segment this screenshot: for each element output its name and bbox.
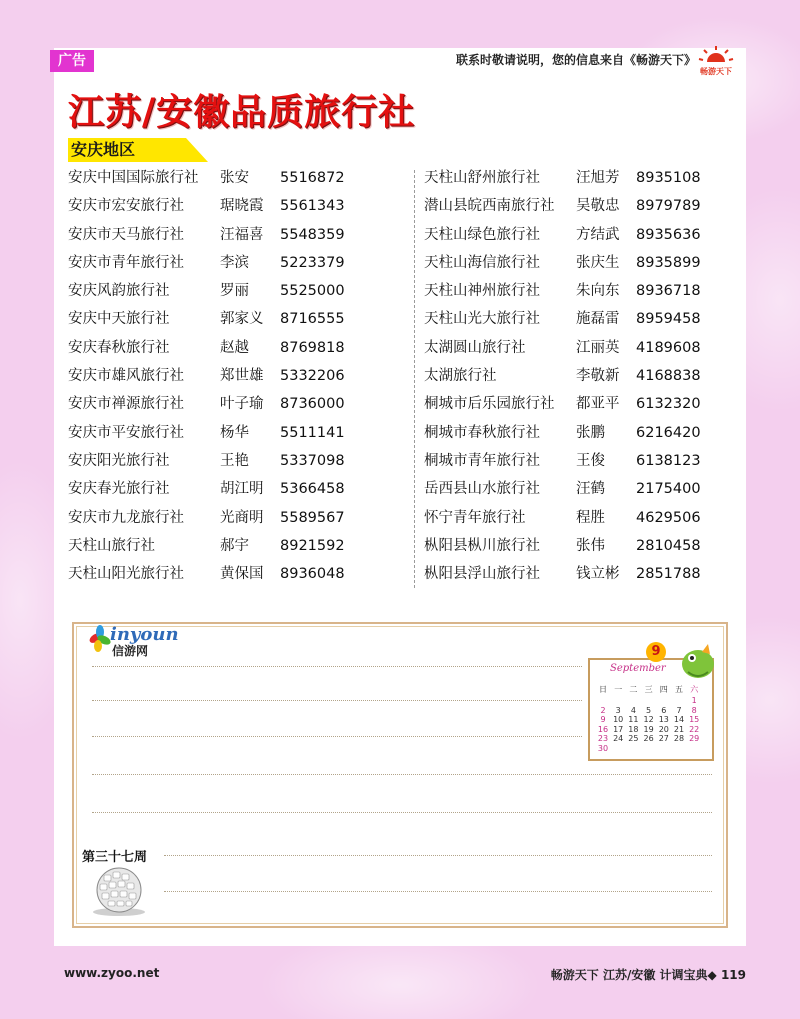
agency-phone: 5516872	[280, 170, 345, 186]
calendar-weekday: 五	[675, 685, 683, 694]
calendar-day: 1	[691, 696, 697, 705]
agency-name: 桐城市春秋旅行社	[424, 424, 540, 441]
agency-row	[68, 362, 408, 390]
agency-phone: 5561343	[280, 198, 345, 215]
agency-contact: 张庆生	[576, 254, 620, 271]
site-logo	[86, 624, 179, 664]
agency-row	[68, 419, 408, 447]
keyboard-globe-icon	[88, 866, 150, 916]
agency-phone: 4168838	[636, 368, 701, 385]
agency-row	[68, 504, 408, 532]
calendar-weekday: 六	[690, 685, 699, 694]
agency-row	[68, 164, 408, 192]
agency-phone: 6132320	[636, 396, 701, 413]
header-note: 联系时敬请说明，您的信息来自《畅游天下》	[455, 53, 696, 67]
site-logo-latin: inyoun	[110, 624, 179, 645]
column-divider	[414, 170, 415, 588]
dragon-mascot-icon	[672, 638, 720, 684]
calendar-day: 27	[658, 734, 669, 744]
agency-phone: 6216420	[636, 424, 701, 441]
agency-name: 安庆市平安旅行社	[68, 424, 184, 441]
agency-contact: 光商明	[220, 509, 264, 526]
agency-phone: 4629506	[636, 509, 701, 526]
note-line	[92, 700, 582, 701]
agency-phone: 8935899	[636, 254, 701, 271]
calendar-day: 4	[630, 705, 636, 715]
agency-name: 天柱山旅行社	[68, 537, 155, 554]
region-label: 安庆地区	[71, 140, 136, 159]
agency-name: 天柱山绿色旅行社	[424, 226, 540, 243]
note-line	[164, 891, 712, 892]
agency-contact: 张伟	[576, 537, 605, 554]
agency-name: 安庆市青年旅行社	[68, 254, 184, 271]
agency-contact: 江丽英	[576, 339, 620, 356]
publication-logo	[696, 44, 736, 78]
calendar-day: 11	[628, 715, 639, 725]
calendar-weekday: 二	[629, 685, 638, 694]
calendar-day: 21	[673, 724, 685, 734]
calendar-day: 10	[613, 715, 624, 725]
calendar-day: 9	[600, 715, 606, 725]
agency-contact: 都亚平	[576, 396, 620, 413]
agency-list-right	[424, 164, 724, 588]
agency-name: 枞阳县枞川旅行社	[424, 537, 540, 554]
calendar-day: 16	[597, 724, 609, 734]
agency-contact: 张鹏	[576, 424, 605, 441]
agency-row	[424, 192, 724, 220]
calendar-day: 7	[676, 705, 682, 715]
week-label: 第三十七周	[82, 850, 148, 865]
agency-contact: 张安	[220, 170, 249, 186]
calendar-day: 18	[628, 724, 639, 734]
note-line	[164, 855, 712, 856]
agency-name: 桐城市后乐园旅行社	[424, 396, 555, 413]
calendar-weekday: 日	[599, 685, 607, 694]
agency-name: 天柱山阳光旅行社	[68, 566, 184, 583]
page-title: 江苏/安徽品质旅行社	[68, 91, 416, 133]
agency-contact: 施磊雷	[576, 311, 620, 328]
calendar-day: 17	[613, 724, 624, 734]
agency-contact: 汪鹤	[576, 481, 605, 498]
agency-list-left	[68, 164, 408, 588]
ad-badge: 广告	[50, 50, 94, 72]
agency-row	[68, 277, 408, 305]
agency-phone: 2851788	[636, 566, 701, 583]
agency-phone: 2175400	[636, 481, 701, 498]
agency-row	[68, 475, 408, 503]
agency-name: 安庆阳光旅行社	[68, 452, 170, 469]
agency-phone: 5366458	[280, 481, 345, 498]
agency-row	[68, 447, 408, 475]
agency-row	[68, 305, 408, 333]
agency-name: 安庆中天旅行社	[68, 311, 170, 328]
agency-row	[424, 249, 724, 277]
calendar-day: 6	[661, 705, 667, 715]
agency-name: 怀宁青年旅行社	[424, 509, 526, 526]
agency-row	[68, 334, 408, 362]
agency-contact: 吴敬忠	[576, 198, 620, 215]
agency-row	[424, 447, 724, 475]
agency-row	[68, 532, 408, 560]
agency-contact: 方结武	[576, 226, 620, 243]
agency-contact: 王艳	[220, 452, 249, 469]
agency-name: 天柱山海信旅行社	[424, 254, 540, 271]
agency-row	[424, 419, 724, 447]
agency-contact: 程胜	[576, 509, 605, 526]
agency-name: 安庆市雄风旅行社	[68, 368, 184, 385]
agency-phone: 8936048	[280, 566, 345, 583]
agency-phone: 5589567	[280, 509, 345, 526]
agency-contact: 杨华	[220, 424, 249, 441]
page-number: 119	[720, 968, 746, 982]
note-line	[92, 736, 582, 737]
footer-publication	[551, 966, 746, 983]
agency-row	[424, 305, 724, 333]
calendar-day: 20	[658, 724, 669, 734]
calendar-day: 3	[615, 705, 621, 715]
calendar-month-number: 9	[646, 642, 666, 662]
note-line	[92, 812, 712, 813]
agency-phone: 5332206	[280, 368, 345, 385]
agency-contact: 朱向东	[576, 283, 620, 300]
agency-name: 天柱山神州旅行社	[424, 283, 540, 300]
agency-phone: 8979789	[636, 198, 701, 215]
agency-phone: 5548359	[280, 226, 345, 243]
agency-name: 天柱山舒州旅行社	[424, 170, 540, 186]
agency-row	[424, 334, 724, 362]
agency-name: 安庆市天马旅行社	[68, 226, 184, 243]
agency-contact: 李敬新	[576, 368, 620, 385]
agency-phone: 5337098	[280, 452, 345, 469]
agency-row	[424, 390, 724, 418]
agency-name: 天柱山光大旅行社	[424, 311, 540, 328]
agency-phone: 5223379	[280, 254, 345, 271]
agency-row	[68, 221, 408, 249]
agency-name: 安庆市禅源旅行社	[68, 396, 184, 413]
calendar-weekday: 一	[614, 685, 623, 694]
agency-row	[68, 192, 408, 220]
calendar-day: 19	[643, 724, 654, 734]
site-logo-cn: 信游网	[112, 644, 149, 658]
agency-name: 岳西县山水旅行社	[424, 481, 540, 498]
agency-phone: 4189608	[636, 339, 701, 356]
agency-phone: 8736000	[280, 396, 345, 413]
agency-phone: 8921592	[280, 537, 345, 554]
agency-name: 安庆风韵旅行社	[68, 283, 170, 300]
calendar-day: 15	[689, 715, 700, 725]
agency-contact: 李滨	[220, 254, 249, 271]
agency-row	[424, 164, 724, 192]
calendar-day: 25	[628, 734, 639, 744]
calendar-weekday: 四	[659, 685, 668, 694]
agency-row	[424, 362, 724, 390]
calendar-month-name: September	[610, 663, 666, 674]
agency-contact: 罗丽	[220, 283, 249, 300]
agency-name: 安庆春秋旅行社	[68, 339, 170, 356]
agency-row	[424, 504, 724, 532]
agency-row	[424, 221, 724, 249]
agency-phone: 8716555	[280, 311, 345, 328]
note-line	[92, 666, 582, 667]
calendar-day: 13	[658, 715, 669, 725]
agency-name: 潜山县皖西南旅行社	[424, 198, 555, 215]
agency-contact: 郝宇	[220, 537, 249, 554]
agency-name: 枞阳县浮山旅行社	[424, 566, 540, 583]
agency-row	[68, 249, 408, 277]
calendar-day: 12	[643, 715, 654, 725]
agency-contact: 叶子瑜	[220, 396, 264, 413]
agency-name: 安庆市宏安旅行社	[68, 198, 184, 215]
calendar-day: 28	[673, 734, 685, 744]
agency-contact: 王俊	[576, 452, 605, 469]
calendar-day: 14	[673, 715, 685, 725]
agency-row	[424, 277, 724, 305]
agency-phone: 8769818	[280, 339, 345, 356]
agency-phone: 8935636	[636, 226, 701, 243]
agency-phone: 6138123	[636, 452, 701, 469]
agency-name: 太湖旅行社	[424, 368, 497, 385]
calendar-day: 23	[597, 734, 609, 744]
calendar-weekday: 三	[644, 685, 653, 694]
calendar-day: 30	[597, 744, 609, 753]
agency-contact: 郑世雄	[220, 368, 264, 385]
calendar-day: 5	[646, 705, 652, 715]
agency-name: 安庆中国国际旅行社	[68, 170, 199, 186]
agency-contact: 汪福喜	[220, 226, 264, 243]
calendar-day: 24	[613, 734, 624, 744]
agency-contact: 郭家义	[220, 311, 264, 328]
note-line	[92, 774, 712, 775]
agency-phone: 8935108	[636, 170, 701, 186]
region-heading	[68, 138, 208, 162]
agency-row	[424, 475, 724, 503]
agency-contact: 胡江明	[220, 481, 264, 498]
agency-row	[68, 560, 408, 588]
calendar-day: 26	[643, 734, 654, 744]
agency-row	[424, 560, 724, 588]
footer-publication-title: 畅游天下 江苏/安徽 计调宝典◆	[550, 968, 717, 982]
agency-contact: 黄保国	[220, 566, 264, 583]
agency-phone: 8936718	[636, 283, 701, 300]
agency-row	[68, 390, 408, 418]
footer-website[interactable]: www.zyoo.net	[64, 966, 160, 980]
agency-row	[424, 532, 724, 560]
agency-name: 太湖圆山旅行社	[424, 339, 526, 356]
agency-name: 安庆市九龙旅行社	[68, 509, 184, 526]
agency-phone: 5511141	[280, 424, 345, 441]
agency-phone: 8959458	[636, 311, 701, 328]
logo-text: 畅游天下	[700, 67, 732, 76]
agency-contact: 汪旭芳	[576, 170, 620, 186]
agency-contact: 琚晓霞	[220, 198, 264, 215]
agency-name: 安庆春光旅行社	[68, 481, 170, 498]
calendar-day: 2	[600, 705, 606, 715]
agency-contact: 钱立彬	[576, 566, 620, 583]
agency-phone: 2810458	[636, 537, 701, 554]
agency-phone: 5525000	[280, 283, 345, 300]
agency-name: 桐城市青年旅行社	[424, 452, 540, 469]
calendar-day: 22	[689, 724, 700, 734]
calendar-day: 29	[689, 734, 700, 744]
agency-contact: 赵越	[220, 339, 249, 356]
calendar-day: 8	[691, 705, 697, 715]
